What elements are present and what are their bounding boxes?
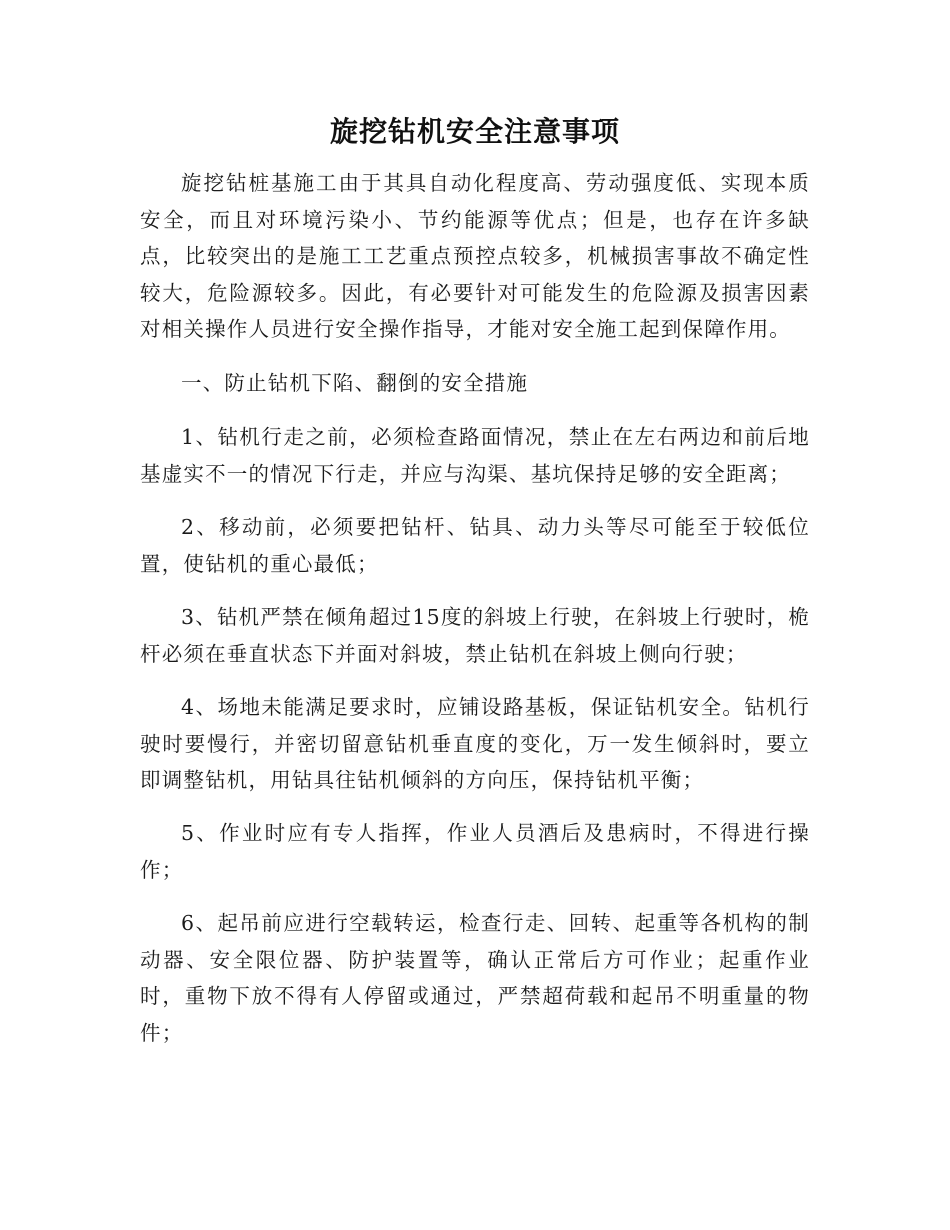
list-item: 6、起吊前应进行空载转运，检查行走、回转、起重等各机构的制动器、安全限位器、防护装置等，确认正常后方可作业；起重作业时，重物下放不得有人停留或通过，严禁超荷载和起吊不明重量的物件； bbox=[140, 911, 810, 1045]
intro-paragraph: 旋挖钻桩基施工由于其具自动化程度高、劳动强度低、实现本质安全，而且对环境污染小、节约能源等优点；但是，也存在许多缺点，比较突出的是施工工艺重点预控点较多，机械损害事故不确定性较大，危险源较多。因此，有必要针对可能发生的危险源及损害因素对相关操作人员进行安全操作指导，才能对安全施工起到保障作用。 bbox=[140, 171, 810, 341]
section-heading: 一、防止钻机下陷、翻倒的安全措施 bbox=[181, 371, 529, 395]
list-item: 2、移动前，必须要把钻杆、钻具、动力头等尽可能至于较低位置，使钻机的重心最低； bbox=[140, 515, 810, 576]
list-item: 5、作业时应有专人指挥，作业人员酒后及患病时，不得进行操作； bbox=[140, 821, 810, 882]
list-item: 4、场地未能满足要求时，应铺设路基板，保证钻机安全。钻机行驶时要慢行，并密切留意钻机垂直度的变化，万一发生倾斜时，要立即调整钻机，用钻具往钻机倾斜的方向压，保持钻机平衡； bbox=[140, 695, 810, 792]
list-item: 3、钻机严禁在倾角超过15度的斜坡上行驶，在斜坡上行驶时，桅杆必须在垂直状态下并面对斜坡，禁止钻机在斜坡上侧向行驶； bbox=[140, 605, 810, 666]
document-title: 旋挖钻机安全注意事项 bbox=[329, 115, 620, 148]
list-item: 1、钻机行走之前，必须检查路面情况，禁止在左右两边和前后地基虚实不一的情况下行走，并应与沟渠、基坑保持足够的安全距离； bbox=[140, 425, 810, 486]
